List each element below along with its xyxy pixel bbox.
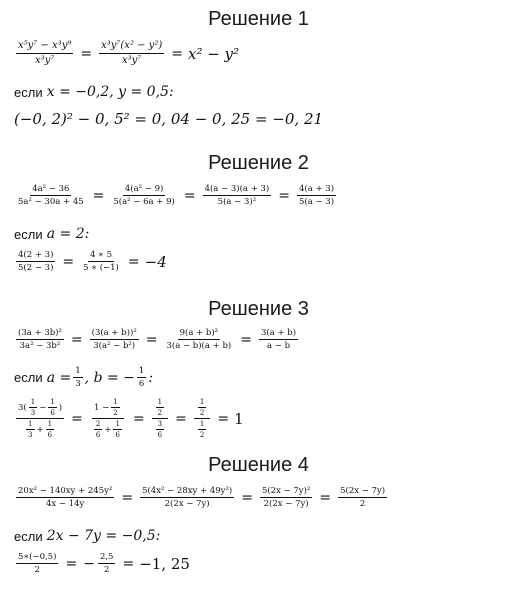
solution-3-title: Решение 3 [208, 298, 309, 320]
fraction: $\frac{1}{6}$ [138, 366, 145, 389]
fraction: $\frac{\text{5(4x² − 28xy + 49y²)}}{2(2x - 7y)}$ [142, 486, 233, 509]
fraction: $\frac{\text{9(a + b)²}}{3(a - b)(a + b)}$ [166, 328, 232, 351]
complex-fraction: 3( $\frac{1}{3}$ − $\frac{1}{6}$ ) $\frac{1}{3}$ + $\frac{1}{6}$ [18, 398, 63, 439]
solution-2-equation: $\frac{\text{4a² − 36}}{\text{5a² − 30a + 45}}$ = $\frac{\text{4(a² − 9)}}{\text{5(a² − 6a + 9)}}$ = $\frac{4(a - 3)(a + 3)}{\text{5(a − 3)²}}$ = $\frac{4(a + 3)}{5(a - 3)}$ [18, 184, 335, 207]
fraction: $\frac{\text{5(2x − 7y)²}}{2(2x - 7y)}$ [261, 486, 311, 509]
result: x² − y² [187, 44, 240, 63]
solution-4-equation: $\frac{\text{20x² − 140xy + 245y²}}{4x - 14y}$ = $\frac{\text{5(4x² − 28xy + 49y²)}}{2(2x - 7y)}$ = $\frac{\text{5(2x − 7y)²}}{2(2x - 7y)}$ = $\frac{5(2x - 7y)}{2}$ [18, 486, 386, 509]
solution-3-condition: если a = $\frac{1}{3}$ , b = − $\frac{1}{6}$ : [14, 366, 154, 389]
fraction: $\frac{1}{3}$ [75, 366, 81, 389]
solution-1-calculation: (−0, 2)² − 0, 5² = 0, 04 − 0, 25 = −0, 21 [14, 110, 324, 128]
fraction: $\frac{\text{(3a + 3b)²}}{\text{3a² − 3b²}}$ [18, 328, 62, 351]
solution-4-condition: если 2x − 7y = −0,5: [14, 528, 161, 544]
solution-3-equation: $\frac{\text{(3a + 3b)²}}{\text{3a² − 3b²}}$ = $\frac{\text{(3(a + b))²}}{\text{3(a² − b²)}}$ = $\frac{\text{9(a + b)²}}{3(a - b)(a + b)}$ = $\frac{3(a + b)}{a - b}$ [18, 328, 297, 351]
solution-2-title: Решение 2 [208, 152, 309, 174]
fraction: $\frac{\text{x³y⁷(x² − y²)}}{\text{x³y⁷}}$ [101, 40, 163, 66]
fraction: $\frac{\text{4(a² − 9)}}{\text{5(a² − 6a + 9)}}$ [113, 184, 175, 207]
solution-4-title: Решение 4 [208, 454, 309, 476]
fraction: $\frac{4 ∗ 5}{5 ∗ (-1)}$ [83, 250, 119, 273]
fraction: $\frac{5∗(-0,5)}{2}$ [18, 552, 57, 575]
result: 1 [234, 409, 244, 428]
fraction: $\frac{\text{(3(a + b))²}}{\text{3(a² − b²)}}$ [91, 328, 137, 351]
fraction: $\frac{\text{x⁵y⁷ − x³y⁹}}{\text{x³y⁷}}$ [18, 40, 72, 66]
complex-fraction: $\frac{\frac{1}{2}}{\frac{1}{2}}$ [194, 398, 210, 439]
solution-3-calculation: 3( $\frac{1}{3}$ − $\frac{1}{6}$ ) $\frac{1}{3}$ + $\frac{1}{6}$ = 1 − $\frac{1}{2}$ $\frac{2}{6}$ + $\frac{1}{6}$ = $\frac{\frac{1}{2}}{\frac{3}{6}}$ = $\frac{\frac{1}{2}}{\frac{1}{2}}$ = 1 [18, 398, 244, 439]
fraction: $\frac{3(a + b)}{a - b}$ [260, 328, 297, 351]
complex-fraction: $\frac{\frac{1}{2}}{\frac{3}{6}}$ [152, 398, 168, 439]
solution-1-equation: $\frac{\text{x⁵y⁷ − x³y⁹}}{\text{x³y⁷}}$ = $\frac{\text{x³y⁷(x² − y²)}}{\text{x³y⁷}}$ = x² − y² [18, 40, 240, 66]
result: −4 [144, 252, 167, 271]
solution-1-condition: если x = −0,2, y = 0,5: [14, 84, 174, 100]
fraction: $\frac{\text{20x² − 140xy + 245y²}}{4x - 14y}$ [18, 486, 113, 509]
result: −1, 25 [139, 554, 190, 573]
complex-fraction: 1 − $\frac{1}{2}$ $\frac{2}{6}$ + $\frac{1}{6}$ [90, 398, 126, 439]
fraction: $\frac{5(2x - 7y)}{2}$ [340, 486, 386, 509]
solution-1-title: Решение 1 [208, 8, 309, 30]
solution-4-calculation: $\frac{5∗(-0,5)}{2}$ = − $\frac{2,5}{2}$ = −1, 25 [18, 552, 190, 575]
fraction: $\frac{\text{4a² − 36}}{\text{5a² − 30a + 45}}$ [18, 184, 84, 207]
fraction: $\frac{4(2 + 3)}{5(2 - 3)}$ [18, 250, 54, 273]
solution-2-condition: если a = 2: [14, 226, 90, 242]
fraction: $\frac{4(a + 3)}{5(a - 3)}$ [298, 184, 335, 207]
fraction: $\frac{4(a - 3)(a + 3)}{\text{5(a − 3)²}}$ [204, 184, 270, 207]
fraction: $\frac{2,5}{2}$ [99, 552, 114, 575]
solution-2-calculation: $\frac{4(2 + 3)}{5(2 - 3)}$ = $\frac{4 ∗ 5}{5 ∗ (-1)}$ = −4 [18, 250, 167, 273]
